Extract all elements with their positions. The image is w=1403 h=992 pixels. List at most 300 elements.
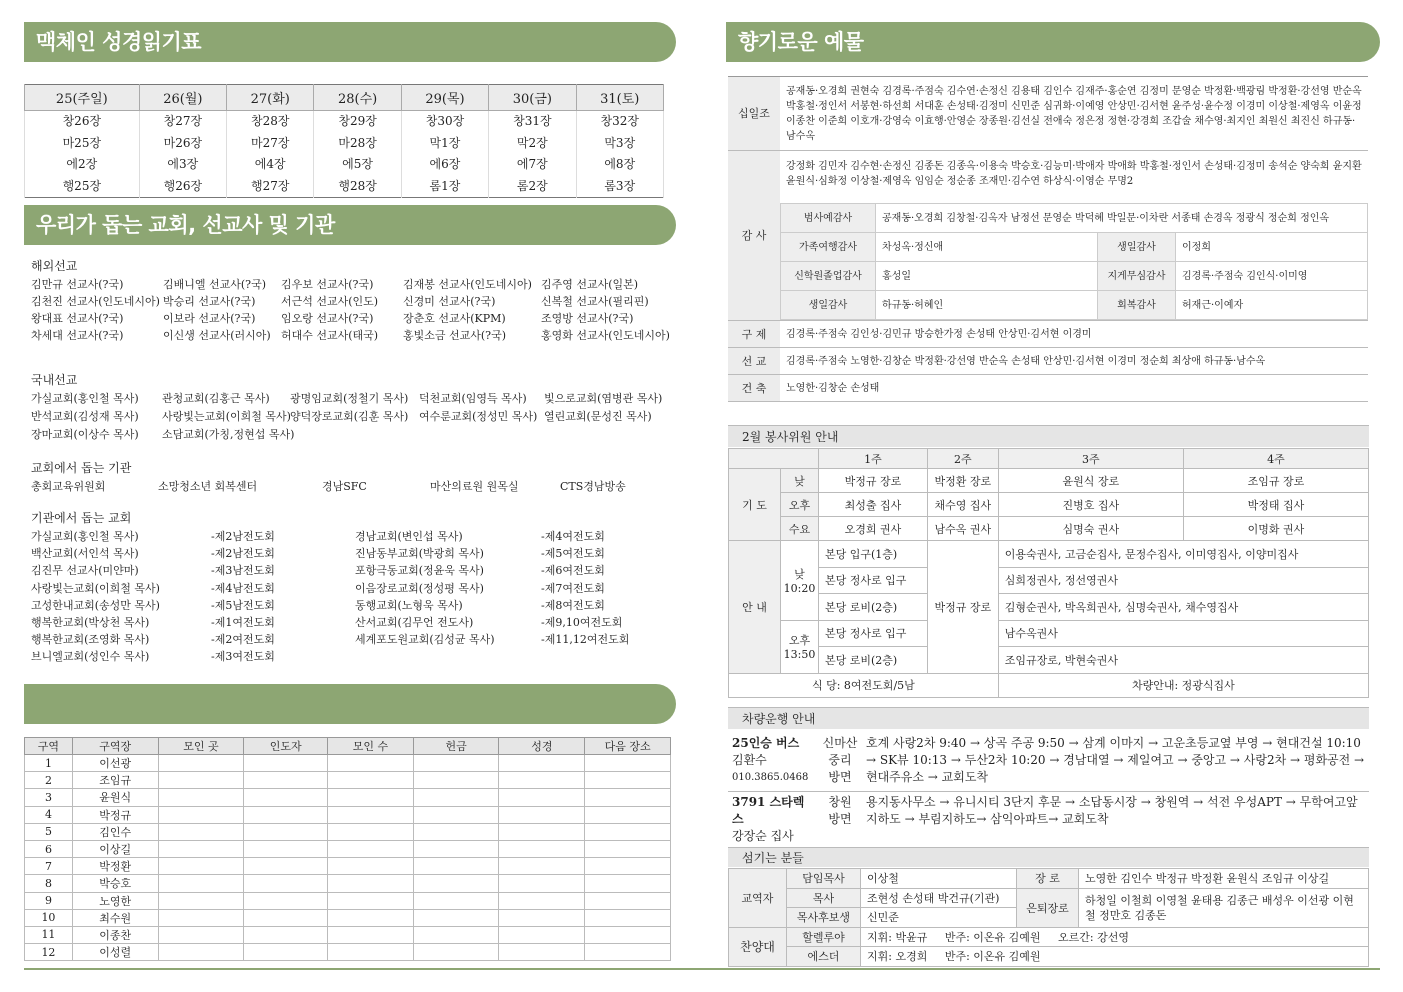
thanks-category-names: 하규동·허혜인	[876, 291, 1098, 320]
prayer-person: 채수영 집사	[927, 493, 998, 517]
group-cell[interactable]	[585, 926, 671, 943]
reading-cell: 에4장	[254, 157, 286, 171]
bus1-route: 호계 사랑2차 9:40 → 상곡 주공 9:50 → 삼계 이마지 → 고운초등교옆 부영 → 현대건설 10:10 → SK뷰 10:13 → 두산2차 10:20 → 경남대열 → 제일여고 → 중앙고 → 사랑2차 → 평화공전 → 현대주유소 → 교회도착	[862, 733, 1369, 791]
reading-cell: 막3장	[604, 135, 636, 150]
group-cell[interactable]	[158, 926, 244, 943]
thanks-category: 회복감사	[1098, 291, 1176, 320]
list-item: 사랑빛는교회(이희철 목사)	[162, 410, 291, 423]
group-cell: 김인수	[72, 823, 158, 840]
list-item: 덕천교회(임영득 목사)	[419, 392, 527, 405]
group-cell: 최수원	[72, 909, 158, 926]
list-item: 빛으로교회(염병관 목사)	[544, 392, 663, 405]
group-cell: 이선광	[72, 755, 158, 772]
group-col-header: 다음 장소	[585, 738, 671, 755]
group-cell[interactable]	[328, 806, 414, 823]
thanks-category: 범사예감사	[781, 204, 876, 233]
list-item: 서근석 선교사(인도)	[281, 295, 379, 308]
support-item: 포항극동교회(정윤욱 목사)	[355, 564, 484, 578]
prayer-label: 기 도	[729, 469, 781, 541]
group-col-header: 구역장	[72, 738, 158, 755]
list-item: 김배니엘 선교사(?국)	[163, 278, 266, 291]
group-cell[interactable]	[413, 789, 499, 806]
support-item: -제8여전도회	[541, 598, 605, 612]
thanks-category: 생일감사	[781, 291, 876, 320]
list-item: 이보라 선교사(?국)	[163, 312, 256, 325]
table-row	[25, 926, 671, 943]
serve-header-row	[729, 449, 1369, 469]
thanks-label: 감 사	[728, 151, 780, 321]
group-cell[interactable]	[585, 892, 671, 909]
list-item: 장마교회(이상수 목사)	[31, 428, 139, 441]
elder-label: 장 로	[1017, 869, 1079, 889]
reading-cell: 행28장	[338, 178, 377, 193]
prayer-person: 심명숙 권사	[998, 517, 1183, 541]
domestic-heading: 국내선교	[31, 373, 78, 387]
offering-table	[728, 76, 1368, 402]
support-item: 세계포도원교회(김성균 목사)	[355, 633, 495, 647]
group-cell: 6	[25, 840, 73, 857]
bus1-area: 신마산 중리 방면	[818, 733, 862, 791]
list-item: 홍빛소금 선교사(?국)	[403, 329, 506, 342]
support-item: -제3남전도회	[211, 564, 275, 578]
elder-names: 노영한 김인수 박정규 박정환 윤원식 조임규 이상길	[1079, 869, 1369, 889]
group-cell[interactable]	[328, 789, 414, 806]
list-item: 홍영화 선교사(인도네시아)	[541, 329, 670, 342]
guide-label: 안 내	[729, 541, 781, 674]
reading-cell: 창31장	[513, 114, 552, 128]
guide-names: 이용숙권사, 고금순집사, 문정수집사, 이미영집사, 이양미집사	[998, 541, 1368, 568]
week-header: 1주	[819, 449, 928, 469]
overseas-heading: 해외선교	[31, 259, 78, 273]
guide-pm-time: 오후 13:50	[781, 620, 819, 673]
support-item: -제11,12여전도회	[541, 633, 630, 647]
thanks-category: 생일감사	[1098, 233, 1176, 262]
group-cell[interactable]	[413, 840, 499, 857]
table-row	[25, 858, 671, 875]
thanks-row	[781, 204, 1368, 233]
list-item: 관청교회(김홍근 목사)	[162, 392, 270, 405]
day-readings	[25, 111, 140, 198]
day-readings	[314, 111, 401, 198]
reading-schedule-table	[24, 84, 664, 198]
support-item: 진남동부교회(박광희 목사)	[355, 547, 484, 561]
group-cell: 노영한	[72, 892, 158, 909]
thanks-category-names: 이정희	[1176, 233, 1368, 262]
support-item: 이음장로교회(정성평 목사)	[355, 581, 484, 595]
week-header: 2주	[927, 449, 998, 469]
table-row	[25, 892, 671, 909]
support-item: 동행교회(노형욱 목사)	[355, 598, 463, 612]
group-cell[interactable]	[328, 944, 414, 961]
prayer-person: 박정환 장로	[927, 469, 998, 493]
group-cell[interactable]	[585, 840, 671, 857]
group-cell[interactable]	[244, 806, 328, 823]
car-table	[728, 733, 1369, 848]
thanks-categories	[780, 203, 1368, 320]
list-item: CTS경남방송	[560, 480, 626, 493]
reading-cell: 막1장	[429, 135, 461, 150]
list-item: 소망청소년 회복센터	[158, 480, 258, 493]
tithe-label: 십일조	[728, 77, 780, 151]
group-cell[interactable]	[328, 909, 414, 926]
list-item: 차세대 선교사(?국)	[31, 329, 124, 342]
group-cell[interactable]	[158, 823, 244, 840]
group-cell[interactable]	[585, 875, 671, 892]
group-cell[interactable]	[244, 944, 328, 961]
serve-title: 2월 봉사위원 안내	[728, 425, 1369, 447]
group-cell[interactable]	[158, 858, 244, 875]
group-cell[interactable]	[158, 909, 244, 926]
group-cell[interactable]	[328, 892, 414, 909]
day-header: 25(주일)	[25, 85, 140, 111]
group-cell: 윤원식	[72, 789, 158, 806]
table-row	[25, 875, 671, 892]
thanks-row	[781, 291, 1368, 320]
group-cell[interactable]	[585, 772, 671, 789]
group-cell[interactable]	[413, 892, 499, 909]
guide-row	[729, 541, 1369, 568]
church-institutions	[31, 460, 671, 496]
guide-names: 조임규장로, 박현숙권사	[998, 647, 1368, 674]
support-heading: 기관에서 돕는 교회	[31, 511, 132, 525]
prayer-row	[729, 493, 1369, 517]
list-item: 반석교회(김성재 목사)	[31, 410, 139, 423]
reading-cell: 행25장	[62, 178, 102, 193]
support-item: -제7여전도회	[541, 581, 605, 595]
domestic-missions	[31, 372, 671, 445]
group-cell[interactable]	[328, 875, 414, 892]
prayer-person: 윤원식 장로	[998, 469, 1183, 493]
reading-cell: 롬2장	[516, 178, 548, 193]
bus2-route: 용지동사무소 → 유니시티 3단지 후문 → 소답동시장 → 창원역 → 석전 우성APT → 무학여고앞 지하도 → 부림지하도→ 삼익아파트→ 교회도착	[862, 791, 1369, 847]
group-cell[interactable]	[328, 858, 414, 875]
list-item: 허대수 선교사(태국)	[281, 329, 379, 342]
group-cell[interactable]	[585, 909, 671, 926]
group-cell: 박정환	[72, 858, 158, 875]
group-cell[interactable]	[499, 772, 585, 789]
group-cell[interactable]	[244, 789, 328, 806]
thanks-category-names: 차성옥·정신애	[876, 233, 1098, 262]
group-cell[interactable]	[499, 909, 585, 926]
building-names: 노영한·김창순 손성태	[780, 375, 1368, 402]
mission-names: 김경록·주점숙 노영한·김창순 박정환·강선영 반순옥 손성태 안상민·김서현 이경미 정순희 최상애 하규동·남수옥	[780, 348, 1368, 375]
thanks-names: 강정화 김민자 김수현·손정신 김종돈 김종옥·이용숙 박승호·김능미·박애자 박애화 박홍철·정인서 손성태·김정미 송석순 양숙희 윤지환 윤원식·심화정 이상철·제영옥 임임순 정순종 조재민·김수연 하상식·이영순 무명2	[786, 161, 1362, 187]
reading-cell: 에3장	[167, 157, 199, 171]
guide-row	[729, 567, 1369, 594]
offering-title: 향기로운 예물	[726, 22, 1380, 62]
relief-label: 구 제	[728, 321, 780, 348]
prayer-time: 오후	[781, 493, 819, 517]
group-cell[interactable]	[499, 806, 585, 823]
support-item: 가실교회(홍인철 목사)	[31, 530, 139, 543]
guide-names: 심희정권사, 정선영권사	[998, 567, 1368, 594]
group-cell[interactable]	[499, 892, 585, 909]
group-cell[interactable]	[244, 755, 328, 772]
group-col-header: 모인 수	[328, 738, 414, 755]
mission-label: 선 교	[728, 348, 780, 375]
group-cell: 8	[25, 875, 73, 892]
bus2-name: 3791 스타렉스	[732, 794, 805, 826]
group-cell[interactable]	[244, 892, 328, 909]
list-item: 박승리 선교사(?국)	[163, 295, 256, 308]
list-item: 열린교회(문성진 목사)	[544, 410, 652, 423]
guide-day-time: 낮 10:20	[781, 541, 819, 621]
group-cell: 이상길	[72, 840, 158, 857]
group-cell[interactable]	[158, 892, 244, 909]
group-col-header: 모인 곳	[158, 738, 244, 755]
list-item: 장춘호 선교사(KPM)	[403, 312, 506, 325]
group-cell[interactable]	[158, 755, 244, 772]
group-cell[interactable]	[413, 909, 499, 926]
support-item: -제5여전도회	[541, 547, 605, 561]
prayer-row	[729, 517, 1369, 541]
day-readings	[489, 111, 576, 198]
list-item: 왕대표 선교사(?국)	[31, 312, 124, 325]
prayer-time: 수요	[781, 517, 819, 541]
thanks-row	[781, 233, 1368, 262]
support-item: -제4남전도회	[211, 581, 275, 595]
reading-cell: 창26장	[62, 114, 102, 128]
group-cell: 1	[25, 755, 73, 772]
group-cell[interactable]	[158, 806, 244, 823]
group-cell: 이성렬	[72, 944, 158, 961]
support-item: 사랑빛는교회(이희철 목사)	[31, 581, 160, 595]
week-header: 3주	[998, 449, 1183, 469]
staff-label: 교역자	[729, 869, 787, 928]
group-cell[interactable]	[499, 789, 585, 806]
group-cell: 7	[25, 858, 73, 875]
group-cell[interactable]	[413, 772, 499, 789]
group-cell: 3	[25, 789, 73, 806]
day-header: 30(금)	[489, 85, 576, 111]
day-readings	[576, 111, 663, 198]
reading-cell: 행26장	[163, 178, 203, 193]
group-cell[interactable]	[413, 755, 499, 772]
meal-row	[729, 673, 1369, 697]
list-item: 신경미 선교사(?국)	[403, 295, 496, 308]
group-cell[interactable]	[328, 823, 414, 840]
table-row	[25, 789, 671, 806]
group-cell[interactable]	[158, 840, 244, 857]
guide-leader: 박정규 장로	[927, 541, 998, 674]
table-row	[25, 806, 671, 823]
group-cell[interactable]	[158, 789, 244, 806]
thanks-category-names: 공재동·오경희 김창철·김옥자 남정선 문영순 박덕혜 박일문·이차란 서종태 손경옥 정광식 정순희 정인옥	[876, 204, 1368, 233]
tithe-names: 공재동·오경희 권현숙 김경록·주점숙 김수연·손정신 김용태 김인수 김재주·홍순연 김정미 문영순 박정환·백광림 박정환·강선영 반순옥 박홍철·정인서 서봉현·하선희 서대훈 손성태·김정미 신민준 심귀화·이예영 안상민·김서현 윤주성·윤수정 이경미 이상철·제영옥 이윤정 이종찬 이준희 이호개·강영숙 이효행·안영순 장종원·김선실 전애숙 정은정 정현·강경희 조갑술 채수영·최지인 최원신 최진신 하규동·남수옥	[780, 77, 1368, 151]
reading-cell: 롬3장	[604, 178, 636, 193]
support-item: -제2여전도회	[211, 633, 275, 647]
group-cell: 12	[25, 944, 73, 961]
relief-names: 김경록·주점숙 김인성·김민규 방승한가정 손성태 안상민·김서현 이경미	[780, 321, 1368, 348]
servers-title: 섬기는 분들	[728, 847, 1369, 867]
group-cell: 11	[25, 926, 73, 943]
group-cell[interactable]	[413, 806, 499, 823]
institution-support	[31, 510, 671, 668]
support-item: -제9,10여전도회	[541, 616, 623, 629]
list-item: 신복철 선교사(필리핀)	[541, 295, 649, 308]
choir-name-1: 할렐루야	[787, 927, 861, 947]
list-item: 김재봉 선교사(인도네시아)	[403, 278, 532, 291]
list-item: 김주영 선교사(일본)	[541, 278, 639, 291]
prayer-person: 최성출 집사	[819, 493, 928, 517]
support-item: 행복한교회(조영화 목사)	[31, 633, 150, 647]
reading-cell: 창30장	[425, 114, 465, 128]
support-item: 백산교회(서인석 목사)	[31, 547, 139, 561]
group-cell[interactable]	[244, 926, 328, 943]
support-item: -제6여전도회	[541, 564, 605, 578]
group-cell[interactable]	[328, 755, 414, 772]
prayer-person: 박정태 집사	[1183, 493, 1368, 517]
staff-name-2: 조현성 손성태 박건규(기관)	[861, 888, 1017, 908]
group-cell[interactable]	[413, 823, 499, 840]
guide-place: 본당 로비(2층)	[819, 647, 928, 674]
reading-cell: 창27장	[163, 114, 203, 128]
car-title: 차량운행 안내	[728, 707, 1369, 729]
bus1-driver: 김환수	[732, 753, 767, 767]
reading-cell: 창32장	[600, 114, 639, 128]
staff-role-1: 담임목사	[787, 869, 861, 889]
bus2-area: 창원 방면	[818, 791, 862, 847]
overseas-missions	[31, 258, 671, 346]
reading-cell: 에8장	[604, 157, 636, 171]
reading-cell: 에2장	[66, 157, 98, 171]
group-cell[interactable]	[328, 926, 414, 943]
prayer-person: 남수옥 권사	[927, 517, 998, 541]
day-readings	[227, 111, 314, 198]
guide-place: 본당 입구(1층)	[819, 541, 928, 568]
support-item: 경남교회(변인섭 목사)	[355, 530, 463, 543]
guide-place: 본당 로비(2층)	[819, 594, 928, 621]
group-cell[interactable]	[413, 875, 499, 892]
group-cell[interactable]	[158, 875, 244, 892]
support-item: -제3여전도회	[211, 650, 275, 664]
group-cell[interactable]	[585, 789, 671, 806]
support-title: 우리가 돕는 교회, 선교사 및 기관	[24, 205, 676, 245]
group-col-header: 인도자	[244, 738, 328, 755]
retired-label: 은퇴장로	[1017, 888, 1079, 927]
group-cell[interactable]	[244, 909, 328, 926]
group-cell[interactable]	[585, 755, 671, 772]
group-cell[interactable]	[499, 823, 585, 840]
group-cell: 5	[25, 823, 73, 840]
guide-row	[729, 594, 1369, 621]
group-cell[interactable]	[499, 944, 585, 961]
group-cell[interactable]	[158, 772, 244, 789]
group-cell[interactable]	[244, 875, 328, 892]
reading-cell: 마26장	[163, 135, 203, 150]
meal-info: 식 당: 8여전도회/5남	[729, 673, 999, 697]
list-item: 임오랑 선교사(?국)	[281, 312, 374, 325]
choir-detail-1: 지휘: 박윤규 반주: 이온유 김예원 오르간: 강선영	[861, 927, 1369, 947]
list-item: 김천진 선교사(인도네시아)	[31, 295, 160, 308]
group-cell[interactable]	[413, 858, 499, 875]
group-cell[interactable]	[585, 806, 671, 823]
reading-cell: 에6장	[429, 157, 461, 171]
group-cell[interactable]	[158, 944, 244, 961]
list-item: 여수룬교회(정성민 목사)	[419, 410, 538, 423]
table-row	[25, 772, 671, 789]
support-item: 행복한교회(박상천 목사)	[31, 616, 150, 629]
reading-cell: 롬1장	[429, 178, 461, 193]
choir-label: 찬양대	[729, 927, 787, 966]
group-cell: 조임규	[72, 772, 158, 789]
group-cell[interactable]	[585, 858, 671, 875]
day-readings	[401, 111, 488, 198]
bus2-driver: 강장순 집사	[732, 828, 794, 843]
group-cell[interactable]	[244, 858, 328, 875]
group-cell[interactable]	[413, 926, 499, 943]
choir-detail-2: 지휘: 오경희 반주: 이온유 김예원	[861, 947, 1369, 967]
list-item: 김우보 선교사(?국)	[281, 278, 374, 291]
bus1-name: 25인승 버스	[732, 736, 800, 750]
group-cell[interactable]	[244, 823, 328, 840]
group-cell[interactable]	[585, 944, 671, 961]
staff-name-1: 이상철	[861, 869, 1017, 889]
reading-cell: 창29장	[338, 114, 377, 128]
group-report-banner	[24, 684, 676, 724]
thanks-category: 지게무심감사	[1098, 262, 1176, 291]
list-item: 조영방 선교사(?국)	[541, 312, 634, 325]
group-report-table	[24, 737, 671, 961]
support-item: -제2남전도회	[211, 530, 275, 543]
group-cell: 10	[25, 909, 73, 926]
reading-cell: 행27장	[250, 178, 290, 193]
group-cell[interactable]	[499, 840, 585, 857]
list-item: 총회교육위원회	[31, 480, 106, 493]
group-cell: 2	[25, 772, 73, 789]
guide-names: 김형순권사, 박옥희권사, 심명숙권사, 채수영집사	[998, 594, 1368, 621]
reading-cell: 마28장	[338, 135, 377, 150]
table-row	[25, 823, 671, 840]
group-cell[interactable]	[244, 840, 328, 857]
bus1-phone: 010.3865.0468	[732, 772, 809, 783]
group-col-header: 구역	[25, 738, 73, 755]
group-cell[interactable]	[585, 823, 671, 840]
support-item: 김진무 선교사(미얀마)	[31, 564, 139, 578]
servers-table	[728, 868, 1369, 967]
building-label: 건 축	[728, 375, 780, 402]
prayer-person: 조임규 장로	[1183, 469, 1368, 493]
reading-cell: 창28장	[250, 114, 290, 128]
serve-table	[728, 448, 1369, 698]
reading-cell: 막2장	[516, 135, 548, 150]
group-cell[interactable]	[413, 944, 499, 961]
day-header: 29(목)	[401, 85, 488, 111]
reading-cell: 마25장	[62, 135, 102, 150]
parking-info: 차량안내: 정광식집사	[998, 673, 1368, 697]
prayer-person: 박정규 장로	[819, 469, 928, 493]
institutions-heading: 교회에서 돕는 기관	[31, 461, 132, 475]
choir-name-2: 에스더	[787, 947, 861, 967]
staff-name-3: 신민준	[861, 908, 1017, 928]
guide-names: 남수옥권사	[998, 620, 1368, 647]
group-cell[interactable]	[244, 772, 328, 789]
group-cell[interactable]	[499, 926, 585, 943]
reading-cell: 에5장	[342, 157, 373, 171]
prayer-time: 낮	[781, 469, 819, 493]
group-cell[interactable]	[499, 755, 585, 772]
group-cell: 박승호	[72, 875, 158, 892]
list-item: 광명임교회(정철기 목사)	[290, 392, 409, 405]
group-cell: 이종찬	[72, 926, 158, 943]
group-cell[interactable]	[499, 875, 585, 892]
group-cell[interactable]	[328, 772, 414, 789]
list-item: 가실교회(홍인철 목사)	[31, 392, 139, 405]
group-cell[interactable]	[499, 858, 585, 875]
prayer-person: 이명화 권사	[1183, 517, 1368, 541]
group-cell[interactable]	[328, 840, 414, 857]
group-col-header: 헌금	[413, 738, 499, 755]
